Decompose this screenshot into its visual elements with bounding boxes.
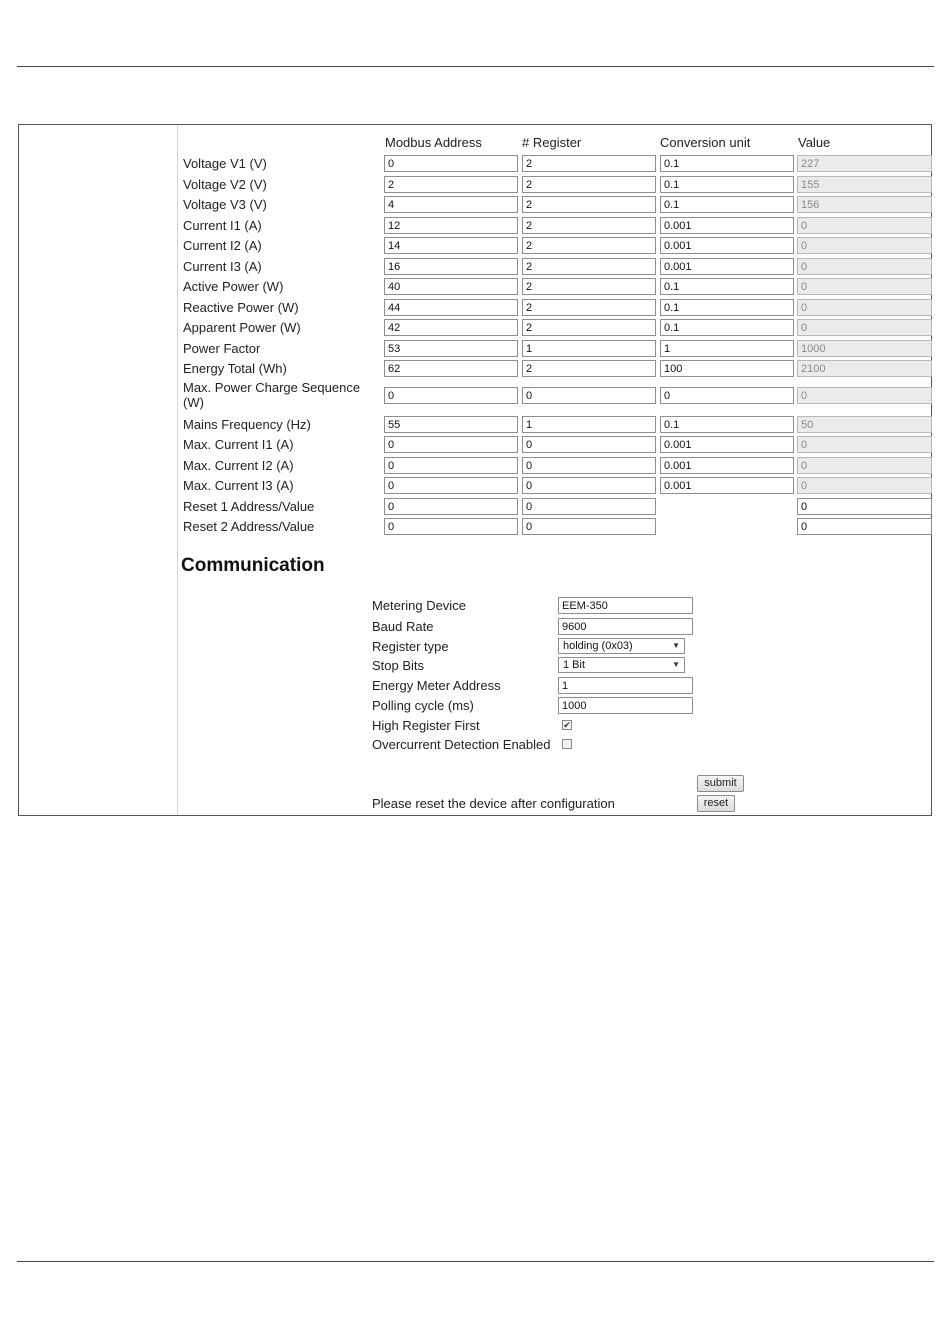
modbus-address-input[interactable] [384, 387, 518, 404]
energy-meter-address-input[interactable] [558, 677, 693, 694]
register-count-input[interactable] [522, 196, 656, 213]
top-rule [17, 66, 934, 67]
metering-device-input[interactable] [558, 597, 693, 614]
modbus-address-input[interactable] [384, 498, 518, 515]
metering-device-label: Metering Device [372, 598, 466, 613]
modbus-address-input[interactable] [384, 340, 518, 357]
row-label: Current I1 (A) [183, 218, 262, 233]
configuration-panel [18, 124, 932, 816]
register-count-input[interactable] [522, 360, 656, 377]
modbus-address-input[interactable] [384, 457, 518, 474]
stop-bits-selected: 1 Bit [563, 659, 586, 671]
value-field[interactable] [797, 518, 932, 535]
dropdown-arrow-icon: ▼ [672, 641, 680, 650]
register-type-selected: holding (0x03) [563, 640, 633, 652]
overcurrent-detection-label: Overcurrent Detection Enabled [372, 737, 551, 752]
modbus-address-input[interactable] [384, 477, 518, 494]
bottom-rule [17, 1261, 934, 1262]
register-count-input[interactable] [522, 436, 656, 453]
conversion-unit-input[interactable] [660, 237, 794, 254]
conversion-unit-input[interactable] [660, 457, 794, 474]
value-field [797, 217, 932, 234]
modbus-address-input[interactable] [384, 299, 518, 316]
register-count-input[interactable] [522, 387, 656, 404]
polling-cycle-input[interactable] [558, 697, 693, 714]
register-type-select[interactable] [558, 638, 685, 654]
value-field [797, 477, 932, 494]
row-label: Mains Frequency (Hz) [183, 417, 311, 432]
register-count-input[interactable] [522, 340, 656, 357]
row-label: Power Factor [183, 341, 261, 356]
register-count-input[interactable] [522, 278, 656, 295]
value-field [797, 340, 932, 357]
register-type-label: Register type [372, 639, 449, 654]
modbus-address-input[interactable] [384, 416, 518, 433]
row-label: Max. Power Charge Sequence (W) [183, 380, 361, 410]
value-field [797, 436, 932, 453]
row-label: Reset 1 Address/Value [183, 499, 315, 514]
row-label: Reactive Power (W) [183, 300, 299, 315]
value-field [797, 155, 932, 172]
conversion-unit-input[interactable] [660, 477, 794, 494]
conversion-unit-input[interactable] [660, 278, 794, 295]
submit-button[interactable]: submit [697, 775, 744, 792]
conversion-unit-input[interactable] [660, 319, 794, 336]
row-label: Max. Current I1 (A) [183, 437, 294, 452]
row-label: Apparent Power (W) [183, 320, 301, 335]
stop-bits-select[interactable] [558, 657, 685, 673]
register-count-input[interactable] [522, 518, 656, 535]
communication-heading: Communication [181, 555, 325, 576]
conversion-unit-input[interactable] [660, 217, 794, 234]
value-field [797, 387, 932, 404]
value-field [797, 278, 932, 295]
conversion-unit-input[interactable] [660, 436, 794, 453]
conversion-unit-input[interactable] [660, 155, 794, 172]
energy-meter-address-label: Energy Meter Address [372, 678, 501, 693]
value-field [797, 319, 932, 336]
modbus-address-input[interactable] [384, 237, 518, 254]
value-field [797, 457, 932, 474]
register-count-input[interactable] [522, 457, 656, 474]
conversion-unit-input[interactable] [660, 258, 794, 275]
modbus-address-input[interactable] [384, 518, 518, 535]
register-count-input[interactable] [522, 155, 656, 172]
baud-rate-input[interactable] [558, 618, 693, 635]
value-field [797, 416, 932, 433]
reset-note: Please reset the device after configuration [372, 796, 615, 811]
modbus-address-input[interactable] [384, 278, 518, 295]
register-count-input[interactable] [522, 416, 656, 433]
register-count-input[interactable] [522, 319, 656, 336]
conversion-unit-input[interactable] [660, 299, 794, 316]
column-header-modbus-address: Modbus Address [385, 135, 482, 150]
modbus-address-input[interactable] [384, 319, 518, 336]
row-label: Active Power (W) [183, 279, 284, 294]
row-label: Max. Current I2 (A) [183, 458, 294, 473]
left-navigation-column [19, 125, 178, 815]
conversion-unit-input[interactable] [660, 176, 794, 193]
register-count-input[interactable] [522, 176, 656, 193]
register-count-input[interactable] [522, 217, 656, 234]
register-count-input[interactable] [522, 258, 656, 275]
modbus-address-input[interactable] [384, 360, 518, 377]
value-field [797, 196, 932, 213]
dropdown-arrow-icon: ▼ [672, 660, 680, 669]
row-label: Voltage V3 (V) [183, 197, 267, 212]
value-field [797, 176, 932, 193]
modbus-address-input[interactable] [384, 436, 518, 453]
row-label: Energy Total (Wh) [183, 361, 287, 376]
register-count-input[interactable] [522, 477, 656, 494]
stop-bits-label: Stop Bits [372, 658, 425, 673]
row-label: Voltage V1 (V) [183, 156, 267, 171]
polling-cycle-label: Polling cycle (ms) [372, 698, 474, 713]
high-register-first-checkbox[interactable]: ✔ [563, 720, 571, 730]
value-field [797, 258, 932, 275]
row-label: Reset 2 Address/Value [183, 519, 315, 534]
value-field[interactable] [797, 498, 932, 515]
conversion-unit-input[interactable] [660, 387, 794, 404]
value-field [797, 360, 932, 377]
reset-button[interactable]: reset [697, 795, 735, 812]
column-header-register: # Register [522, 135, 582, 150]
row-label: Voltage V2 (V) [183, 177, 267, 192]
modbus-address-input[interactable] [384, 155, 518, 172]
modbus-address-input[interactable] [384, 217, 518, 234]
overcurrent-detection-checkbox[interactable] [562, 739, 572, 749]
column-header-value: Value [798, 135, 831, 150]
high-register-first-label: High Register First [372, 718, 480, 733]
conversion-unit-input[interactable] [660, 360, 794, 377]
conversion-unit-input[interactable] [660, 340, 794, 357]
modbus-address-input[interactable] [384, 258, 518, 275]
modbus-address-input[interactable] [384, 176, 518, 193]
row-label: Current I3 (A) [183, 259, 262, 274]
conversion-unit-input[interactable] [660, 416, 794, 433]
baud-rate-label: Baud Rate [372, 619, 434, 634]
modbus-address-input[interactable] [384, 196, 518, 213]
register-count-input[interactable] [522, 299, 656, 316]
row-label: Current I2 (A) [183, 238, 262, 253]
register-count-input[interactable] [522, 237, 656, 254]
value-field [797, 299, 932, 316]
conversion-unit-input[interactable] [660, 196, 794, 213]
column-header-conversion-unit: Conversion unit [660, 135, 751, 150]
register-count-input[interactable] [522, 498, 656, 515]
row-label: Max. Current I3 (A) [183, 478, 294, 493]
value-field [797, 237, 932, 254]
